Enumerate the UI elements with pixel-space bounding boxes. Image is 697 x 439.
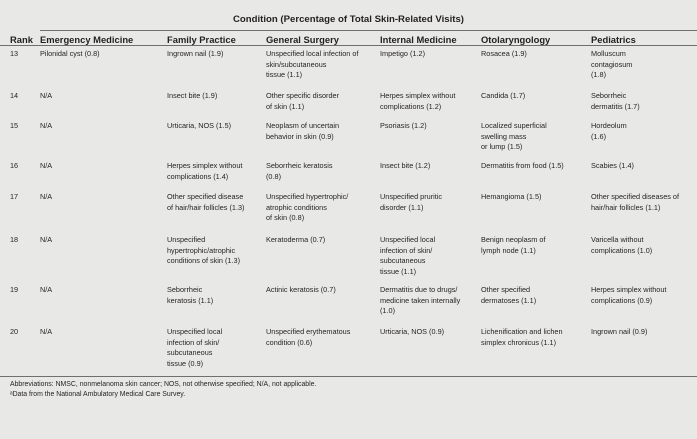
emergency-medicine-cell: N/A <box>40 327 53 336</box>
family-practice-cell: Ingrown nail (1.9) <box>167 49 224 58</box>
internal-medicine-cell: Insect bite (1.2) <box>380 161 431 170</box>
family-practice-cell: Herpes simplex without complications (1.4) <box>167 161 243 181</box>
pediatrics-cell: Herpes simplex without complications (0.9) <box>591 285 667 305</box>
emergency-medicine-cell: N/A <box>40 192 53 201</box>
pediatrics-cell: Scabies (1.4) <box>591 161 634 170</box>
internal-medicine-cell: Unspecified local infection of skin/ subcutaneous tissue (1.1) <box>380 235 436 276</box>
internal-medicine-cell: Unspecified pruritic disorder (1.1) <box>380 192 443 212</box>
pediatrics-cell: Other specified diseases of hair/hair follicles (1.1) <box>591 192 680 212</box>
abbreviations-note: Abbreviations: NMSC, nonmelanoma skin cancer; NOS, not otherwise specified; N/A, not applicable. <box>10 381 317 388</box>
family-practice-cell: Unspecified hypertrophic/atrophic conditions of skin (1.3) <box>167 235 241 266</box>
condition-header: Condition (Percentage of Total Skin-Related Visits) <box>233 14 464 25</box>
general-surgery-cell: Other specific disorder of skin (1.1) <box>266 91 339 111</box>
general-surgery-cell: Unspecified hypertrophic/ atrophic conditions of skin (0.8) <box>266 192 349 223</box>
family-practice-cell: Insect bite (1.9) <box>167 91 218 100</box>
emergency-medicine-cell: N/A <box>40 235 53 244</box>
otolaryngology-cell: Candida (1.7) <box>481 91 526 100</box>
family-practice-cell: Unspecified local infection of skin/ subcutaneous tissue (0.9) <box>167 327 223 368</box>
pediatrics-cell: Seborrheic dermatitis (1.7) <box>591 91 640 111</box>
family-practice-cell: Urticaria, NOS (1.5) <box>167 121 232 130</box>
pediatrics-cell: Hordeolum (1.6) <box>591 121 627 141</box>
rank-cell: 14 <box>10 91 19 100</box>
otolaryngology-cell: Benign neoplasm of lymph node (1.1) <box>481 235 546 255</box>
general-surgery-cell: Keratoderma (0.7) <box>266 235 326 244</box>
table-bottom-rule <box>0 376 697 377</box>
emergency-medicine-cell: N/A <box>40 121 53 130</box>
otolaryngology-cell: Rosacea (1.9) <box>481 49 527 58</box>
emergency-medicine-cell: N/A <box>40 161 53 170</box>
emergency-medicine-cell: N/A <box>40 91 53 100</box>
otolaryngology-cell: Hemangioma (1.5) <box>481 192 542 201</box>
pediatrics-cell: Ingrown nail (0.9) <box>591 327 648 336</box>
general-surgery-cell: Unspecified erythematous condition (0.6) <box>266 327 351 347</box>
general-surgery-cell: Seborrheic keratosis (0.8) <box>266 161 333 181</box>
otolaryngology-cell: Other specified dermatoses (1.1) <box>481 285 537 305</box>
general-surgery-cell: Unspecified local infection of skin/subcutaneous tissue (1.1) <box>266 49 359 80</box>
rank-cell: 17 <box>10 192 19 201</box>
general-surgery-cell: Actinic keratosis (0.7) <box>266 285 336 294</box>
rank-cell: 15 <box>10 121 19 130</box>
column-header-internal-medicine: Internal Medicine <box>380 34 457 45</box>
column-header-divider <box>0 45 697 46</box>
internal-medicine-cell: Impetigo (1.2) <box>380 49 426 58</box>
general-surgery-cell: Neoplasm of uncertain behavior in skin (0.9) <box>266 121 340 141</box>
otolaryngology-cell: Dermatitis from food (1.5) <box>481 161 564 170</box>
column-header-general-surgery: General Surgery <box>266 34 339 45</box>
column-header-otolaryngology: Otolaryngology <box>481 34 551 45</box>
column-header-emergency-medicine: Emergency Medicine <box>40 34 134 45</box>
otolaryngology-cell: Localized superficial swelling mass or lump (1.5) <box>481 121 547 152</box>
rank-cell: 16 <box>10 161 19 170</box>
internal-medicine-cell: Dermatitis due to drugs/ medicine taken internally (1.0) <box>380 285 461 316</box>
otolaryngology-cell: Lichenification and lichen simplex chronicus (1.1) <box>481 327 563 347</box>
emergency-medicine-cell: N/A <box>40 285 53 294</box>
pediatrics-cell: Molluscum contagiosum (1.8) <box>591 49 633 80</box>
header-divider <box>40 30 697 31</box>
pediatrics-cell: Varicella without complications (1.0) <box>591 235 653 255</box>
data-source-note: ᵃData from the National Ambulatory Medical Care Survey. <box>10 391 186 398</box>
rank-cell: 13 <box>10 49 19 58</box>
internal-medicine-cell: Psoriasis (1.2) <box>380 121 427 130</box>
column-header-family-practice: Family Practice <box>167 34 236 45</box>
rank-cell: 18 <box>10 235 19 244</box>
internal-medicine-cell: Herpes simplex without complications (1.2) <box>380 91 456 111</box>
family-practice-cell: Seborrheic keratosis (1.1) <box>167 285 214 305</box>
rank-cell: 19 <box>10 285 19 294</box>
family-practice-cell: Other specified disease of hair/hair follicles (1.3) <box>167 192 245 212</box>
emergency-medicine-cell: Pilonidal cyst (0.8) <box>40 49 100 58</box>
rank-cell: 20 <box>10 327 19 336</box>
column-header-pediatrics: Pediatrics <box>591 34 636 45</box>
column-header-rank: Rank <box>10 34 33 45</box>
internal-medicine-cell: Urticaria, NOS (0.9) <box>380 327 445 336</box>
